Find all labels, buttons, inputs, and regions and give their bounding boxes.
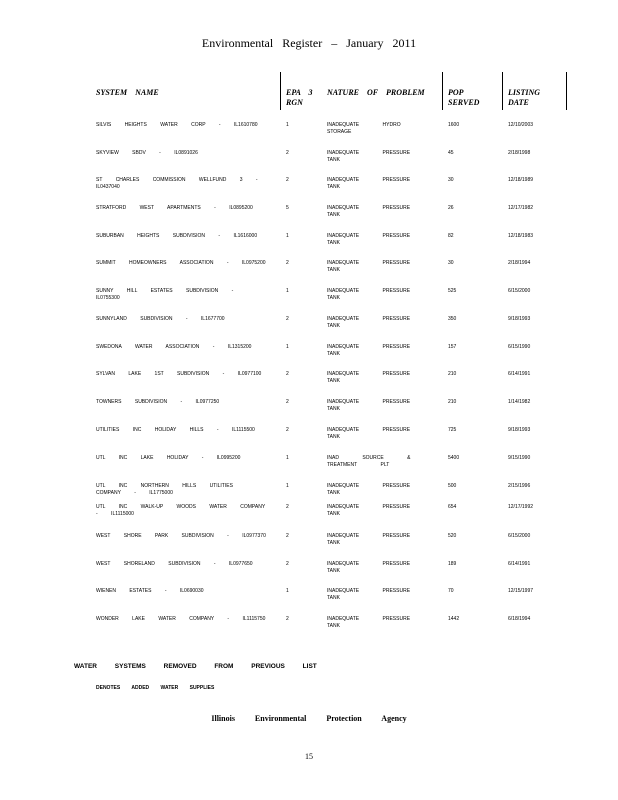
problem-cell: INADEQUATE PRESSURE TANK [327,150,411,163]
problem-cell: INADEQUATE PRESSURE TANK [327,399,411,412]
population-cell: 45 [448,150,454,156]
population-cell: 1442 [448,616,460,622]
problem-cell: INADEQUATE PRESSURE TANK [327,288,411,301]
system-name-cell: UTL INC NORTHERN HILLS UTILITIES COMPANY - IL1775000 [96,483,233,496]
problem-cell: INADEQUATE PRESSURE TANK [327,205,411,218]
problem-cell: INADEQUATE PRESSURE TANK [327,504,411,517]
region-cell: 2 [286,177,289,183]
region-cell: 1 [286,455,289,461]
region-cell: 2 [286,399,289,405]
region-cell: 2 [286,260,289,266]
system-name-cell: WEST SHORELAND SUBDIVISION - IL0977650 [96,561,253,567]
column-divider [566,72,567,110]
population-cell: 654 [448,504,457,510]
population-cell: 520 [448,533,457,539]
system-name-cell: SUNNY HILL ESTATES SUBDIVISION - IL0755300 [96,288,234,301]
column-header-pop-1: POP [448,88,464,97]
listing-date-cell: 9/18/1993 [508,427,531,433]
system-name-cell: UTL INC LAKE HOLIDAY - IL0995200 [96,455,241,461]
system-name-cell: SUNNYLAND SUBDIVISION - IL1677700 [96,316,225,322]
population-cell: 5400 [448,455,460,461]
region-cell: 2 [286,504,289,510]
system-name-cell: SUBURBAN HEIGHTS SUBDIVISION - IL1616000 [96,233,258,239]
problem-cell: INADEQUATE PRESSURE TANK [327,177,411,190]
region-cell: 1 [286,233,289,239]
region-cell: 2 [286,371,289,377]
population-cell: 157 [448,344,457,350]
column-header-date-2: DATE [508,98,529,107]
column-header-system: SYSTEM NAME [96,88,159,97]
region-cell: 1 [286,588,289,594]
system-name-cell: WEST SHORE PARK SUBDIVISION - IL0977370 [96,533,266,539]
population-cell: 26 [448,205,454,211]
listing-date-cell: 1/14/1982 [508,399,531,405]
problem-cell: INADEQUATE PRESSURE TANK [327,427,411,440]
added-supplies-note: DENOTES ADDED WATER SUPPLIES [96,685,215,691]
population-cell: 70 [448,588,454,594]
region-cell: 1 [286,344,289,350]
listing-date-cell: 12/17/1992 [508,504,534,510]
agency-footer: Illinois Environmental Protection Agency [211,714,407,723]
population-cell: 82 [448,233,454,239]
system-name-cell: STRATFORD WEST APARTMENTS - IL0895200 [96,205,253,211]
region-cell: 1 [286,122,289,128]
region-cell: 1 [286,288,289,294]
listing-date-cell: 9/15/1990 [508,455,531,461]
population-cell: 350 [448,316,457,322]
system-name-cell: WONDER LAKE WATER COMPANY - IL1115750 [96,616,266,622]
system-name-cell: SILVIS HEIGHTS WATER CORP - IL1610780 [96,122,258,128]
problem-cell: INADEQUATE PRESSURE TANK [327,233,411,246]
column-divider [442,72,443,110]
listing-date-cell: 12/10/2003 [508,122,534,128]
population-cell: 30 [448,260,454,266]
listing-date-cell: 6/18/1994 [508,616,531,622]
listing-date-cell: 12/15/1997 [508,588,534,594]
population-cell: 30 [448,177,454,183]
population-cell: 210 [448,399,457,405]
column-divider [280,72,281,110]
system-name-cell: SKYVIEW SBDV - IL0891026 [96,150,198,156]
population-cell: 525 [448,288,457,294]
removed-systems-heading: WATER SYSTEMS REMOVED FROM PREVIOUS LIST [74,663,317,670]
system-name-cell: SWEDONA WATER ASSOCIATION - IL1315200 [96,344,252,350]
page-title: Environmental Register – January 2011 [201,36,417,50]
column-header-date-1: LISTING [508,88,541,97]
population-cell: 725 [448,427,457,433]
listing-date-cell: 12/17/1982 [508,205,534,211]
system-name-cell: SUMMIT HOMEOWNERS ASSOCIATION - IL0975200 [96,260,266,266]
column-header-rgn-2: RGN [286,98,303,107]
listing-date-cell: 2/18/1994 [508,260,531,266]
problem-cell: INADEQUATE PRESSURE TANK [327,316,411,329]
region-cell: 2 [286,427,289,433]
listing-date-cell: 2/18/1998 [508,150,531,156]
problem-cell: INADEQUATE PRESSURE TANK [327,616,411,629]
listing-date-cell: 6/15/2000 [508,288,531,294]
region-cell: 2 [286,561,289,567]
listing-date-cell: 12/18/1989 [508,177,534,183]
region-cell: 2 [286,616,289,622]
listing-date-cell: 6/14/1991 [508,371,531,377]
listing-date-cell: 2/15/1996 [508,483,531,489]
column-header-pop-2: SERVED [448,98,480,107]
region-cell: 2 [286,316,289,322]
problem-cell: INADEQUATE PRESSURE TANK [327,371,411,384]
population-cell: 210 [448,371,457,377]
system-name-cell: UTL INC WALK-UP WOODS WATER COMPANY - IL1115000 [96,504,266,517]
problem-cell: INADEQUATE HYDRO STORAGE [327,122,401,135]
region-cell: 5 [286,205,289,211]
problem-cell: INADEQUATE PRESSURE TANK [327,561,411,574]
page-number: 15 [305,752,313,761]
population-cell: 1600 [448,122,460,128]
region-cell: 2 [286,150,289,156]
listing-date-cell: 6/15/1990 [508,344,531,350]
problem-cell: INADEQUATE PRESSURE TANK [327,533,411,546]
problem-cell: INAD SOURCE & TREATMENT PLT [327,455,411,468]
problem-cell: INADEQUATE PRESSURE TANK [327,588,411,601]
population-cell: 189 [448,561,457,567]
system-name-cell: WIENEN ESTATES - IL0690030 [96,588,204,594]
problem-cell: INADEQUATE PRESSURE TANK [327,344,411,357]
column-header-nature: NATURE OF PROBLEM [327,88,425,97]
listing-date-cell: 12/18/1983 [508,233,534,239]
column-header-rgn-1: EPA 3 [286,88,313,97]
column-divider [502,72,503,110]
problem-cell: INADEQUATE PRESSURE TANK [327,260,411,273]
problem-cell: INADEQUATE PRESSURE TANK [327,483,411,496]
listing-date-cell: 6/15/2000 [508,533,531,539]
system-name-cell: SYLVAN LAKE 1ST SUBDIVISION - IL0977100 [96,371,262,377]
system-name-cell: UTILITIES INC HOLIDAY HILLS - IL1115500 [96,427,255,433]
population-cell: 500 [448,483,457,489]
region-cell: 2 [286,533,289,539]
listing-date-cell: 9/18/1993 [508,316,531,322]
system-name-cell: TOWNERS SUBDIVISION - IL0977250 [96,399,220,405]
region-cell: 1 [286,483,289,489]
listing-date-cell: 6/14/1991 [508,561,531,567]
system-name-cell: ST CHARLES COMMISSION WELLFUND 3 - IL0437040 [96,177,258,190]
